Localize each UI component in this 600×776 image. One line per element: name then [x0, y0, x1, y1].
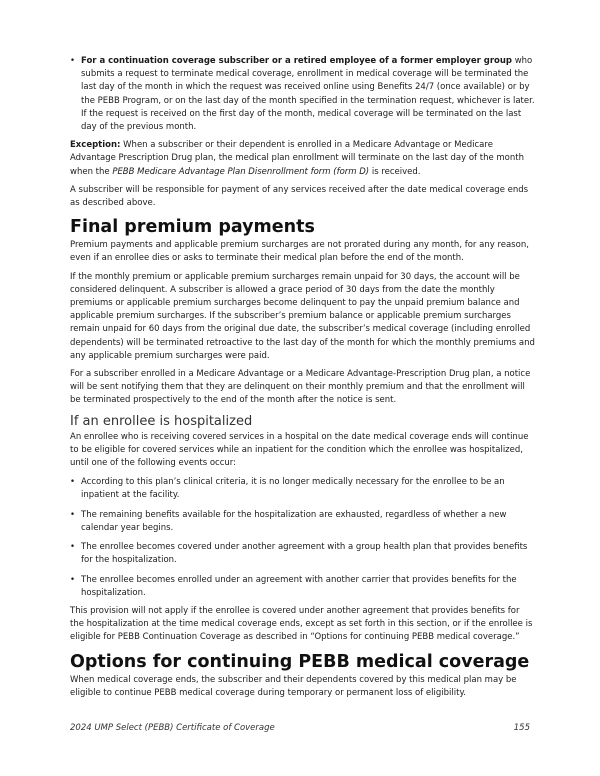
exception-paragraph	[70, 139, 535, 179]
exception-text: When a subscriber or their dependent is enrolled in a Medicare Advantage or Medicare Advantage Prescription Drug plan, the medical plan enrollment will terminate on the last day of the month when the	[70, 140, 524, 177]
bullet-bold-lead: For a continuation coverage subscriber or a retired employee of a former employer group	[81, 56, 513, 66]
hospitalized-item-1: • According to this plan’s clinical criteria, it is no longer medically necessary for the enrollee to be an inpatient at the facility.	[70, 476, 535, 502]
options-heading: Options for continuing PEBB medical coverage	[70, 651, 530, 672]
hospitalized-closing: This provision will not apply if the enrollee is covered under another agreement that provides benefits for the hospitalization at the time medical coverage ends, except as set forth in this section, or if the enrollee is eligible for PEBB Continuation Coverage as described in “Options for continuing PEBB medical coverage.”	[70, 605, 533, 643]
termination-request-bullet	[70, 55, 535, 134]
page-footer	[70, 723, 530, 733]
responsible-paragraph: A subscriber will be responsible for payment of any services received after the date medical coverage ends as described above.	[70, 184, 529, 209]
options-para-1: When medical coverage ends, the subscriber and their dependents covered by this medical plan may be eligible to continue PEBB medical coverage during temporary or permanent loss of eligibility.	[70, 674, 517, 698]
bullet-body: who submits a request to terminate medical coverage, enrollment in medical coverage will be terminated the last day of the month in which the request was received online using Benefits 24/7 (once available) or by the PEBB Program, or on the last day of the month specified in the termination request, whichever is later. If the request is received on the first day of the month, medical coverage will be terminated on the last day of the previous month.	[81, 56, 535, 133]
final-premium-para-3: For a subscriber enrolled in a Medicare Advantage or a Medicare Advantage-Prescription Drug plan, a notice will be sent notifying them that they are delinquent on their monthly premium and that the enrollment will be terminated prospectively to the end of the month after the notice is sent.	[70, 369, 531, 406]
document-page	[70, 55, 535, 700]
hospitalized-item-3: • The enrollee becomes covered under another agreement with a group health plan that provides benefits for the hospitalization.	[70, 541, 535, 567]
exception-label: Exception:	[70, 140, 121, 151]
hospitalized-item-4: • The enrollee becomes enrolled under an agreement with another carrier that provides benefits for the hospitalization.	[70, 574, 535, 600]
page-number: 155	[513, 723, 530, 733]
hospitalized-item-2: • The remaining benefits available for the hospitalization are exhausted, regardless of whether a new calendar year begins.	[70, 509, 535, 535]
hospitalized-heading: If an enrollee is hospitalized	[70, 413, 253, 429]
footer-title: 2024 UMP Select (PEBB) Certificate of Coverage	[70, 723, 275, 733]
final-premium-para-2: If the monthly premium or applicable premium surcharges remain unpaid for 30 days, the account will be considered delinquent. A subscriber is allowed a grace period of 30 days from the date the monthly premiums or applicable premium surcharges become delinquent to pay the unpaid premium balance and applicable premium surcharges. If the subscriber’s premium balance or applicable premium surcharges remain unpaid for 60 days from the original due date, the subscriber’s medical coverage (including enrolled dependents) will be terminated retroactive to the last day of the month for which the monthly premiums and any applicable premium surcharges were paid.	[70, 271, 535, 361]
final-premium-heading: Final premium payments	[70, 217, 315, 238]
exception-form-name: PEBB Medicare Advantage Plan Disenrollment form (form D)	[112, 166, 370, 177]
hospitalized-intro: An enrollee who is receiving covered services in a hospital on the date medical coverage ends will continue to be eligible for covered services while an inpatient for the condition which the enrollee was hospitalized, until one of the following events occur:	[70, 431, 529, 469]
exception-end: is received.	[369, 166, 421, 177]
final-premium-para-1: Premium payments and applicable premium surcharges are not prorated during any month, for any reason, even if an enrollee dies or asks to terminate their medical plan before the end of the month.	[70, 240, 529, 264]
